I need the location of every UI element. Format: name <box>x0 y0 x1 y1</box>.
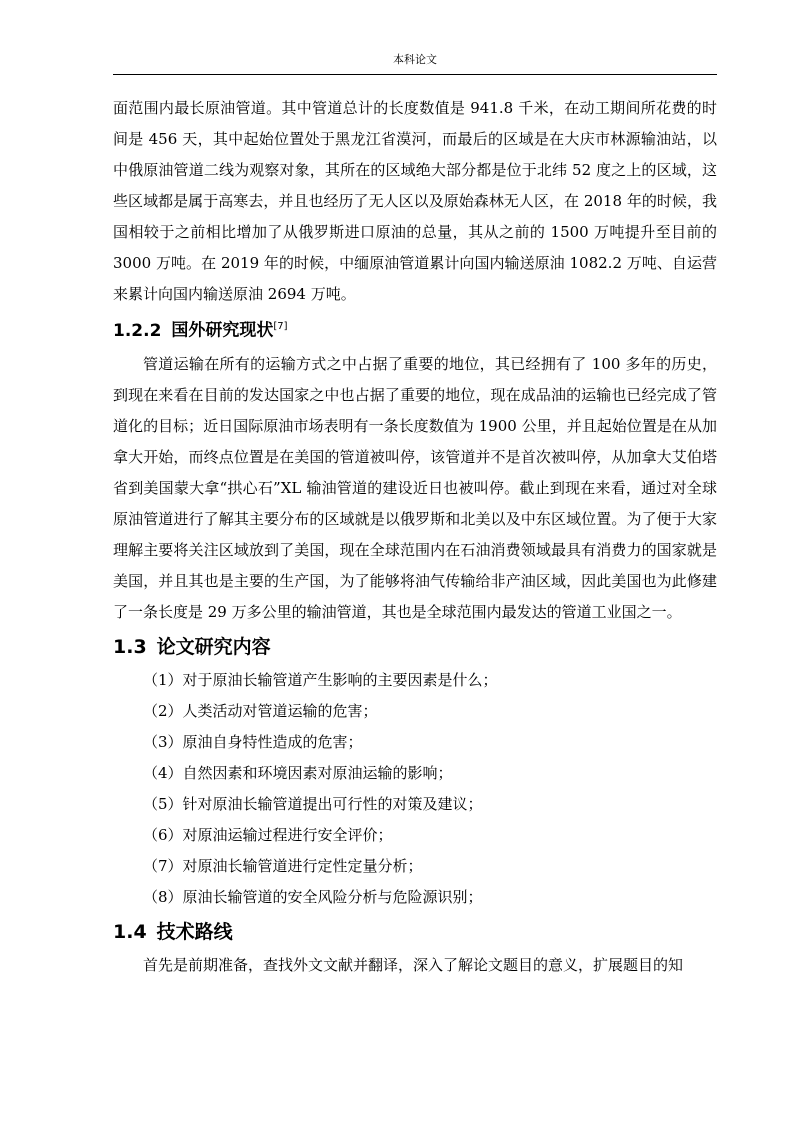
list-item: （5）针对原油长输管道提出可行性的对策及建议； <box>143 794 483 813</box>
section-number: 1.3 <box>113 635 147 658</box>
page-header <box>113 50 717 75</box>
list-item: （8）原油长输管道的安全风险分析与危险源识别； <box>143 887 483 906</box>
section-heading-1-2-2 <box>113 315 717 343</box>
section-title: 国外研究现状 <box>171 320 274 341</box>
list-item: （3）原油自身特性造成的危害； <box>143 732 363 751</box>
foreign-research-paragraph: 管道运输在所有的运输方式之中占据了重要的地位，其已经拥有了 100 多年的历史，到现在来看在目前的发达国家之中也占据了重要的地位，现在成品油的运输也已经完成了管道化的目标；近日国际原油市场表明有一条长度数值为 1900 公里，并且起始位置是在从加拿大开始，而终点位置是在美国的管道被叫停，该管道并不是首次被叫停，从加拿大艾伯塔省到美国蒙大拿“拱心石”XL 输油管道的建设近日也被叫停。截止到现在来看，通过对全球原油管道进行了解其主要分布的区域就是以俄罗斯和北美以及中东区域位置。为了便于大家理解主要将关注区域放到了美国，现在全球范围内在石油消费领域最具有消费力的国家就是美国，并且其也是主要的生产国，为了能够将油气传输给非产油区域，因此美国也为此修建了一条长度是 29 万多公里的输油管道，其也是全球范围内最发达的管道工业国之一。 <box>113 354 717 621</box>
technical-route-paragraph: 首先是前期准备，查找外文文献并翻译，深入了解论文题目的意义，扩展题目的知 <box>143 955 684 974</box>
list-item: （1）对于原油长输管道产生影响的主要因素是什么； <box>143 670 498 689</box>
intro-paragraph: 面范围内最长原油管道。其中管道总计的长度数值是 941.8 千米，在动工期间所花费的时间是 456 天，其中起始位置处于黑龙江省漠河，而最后的区域是在大庆市林源输油站，以中俄原油管道二线为观察对象，其所在的区域绝大部分都是位于北纬 52 度之上的区域，这些区域都是属于高寒去，并且也经历了无人区以及原始森林无人区，在 2018 年的时候，我国相较于之前相比增加了从俄罗斯进口原油的总量，其从之前的 1500 万吨提升至目前的 3000 万吨。在 2019 年的时候，中缅原油管道累计向国内输送原油 1082.2 万吨、自运营来累计向国内输送原油 2694 万吨。 <box>113 99 717 303</box>
list-item: （7）对原油长输管道进行定性定量分析； <box>143 856 423 875</box>
list-item: （6）对原油运输过程进行安全评价； <box>143 825 393 844</box>
section-title: 技术路线 <box>156 920 233 943</box>
section-heading-1-4 <box>113 919 717 945</box>
header-title: 本科论文 <box>393 53 437 66</box>
document-body <box>113 93 717 981</box>
section-title: 论文研究内容 <box>156 635 271 658</box>
section-heading-1-3 <box>113 634 717 660</box>
list-item: （4）自然因素和环境因素对原油运输的影响； <box>143 763 453 782</box>
section-number: 1.2.2 <box>113 320 162 341</box>
list-item: （2）人类活动对管道运输的危害； <box>143 701 378 720</box>
research-content-list <box>113 665 717 913</box>
citation-ref[interactable]: [7] <box>273 321 288 332</box>
section-number: 1.4 <box>113 920 147 943</box>
